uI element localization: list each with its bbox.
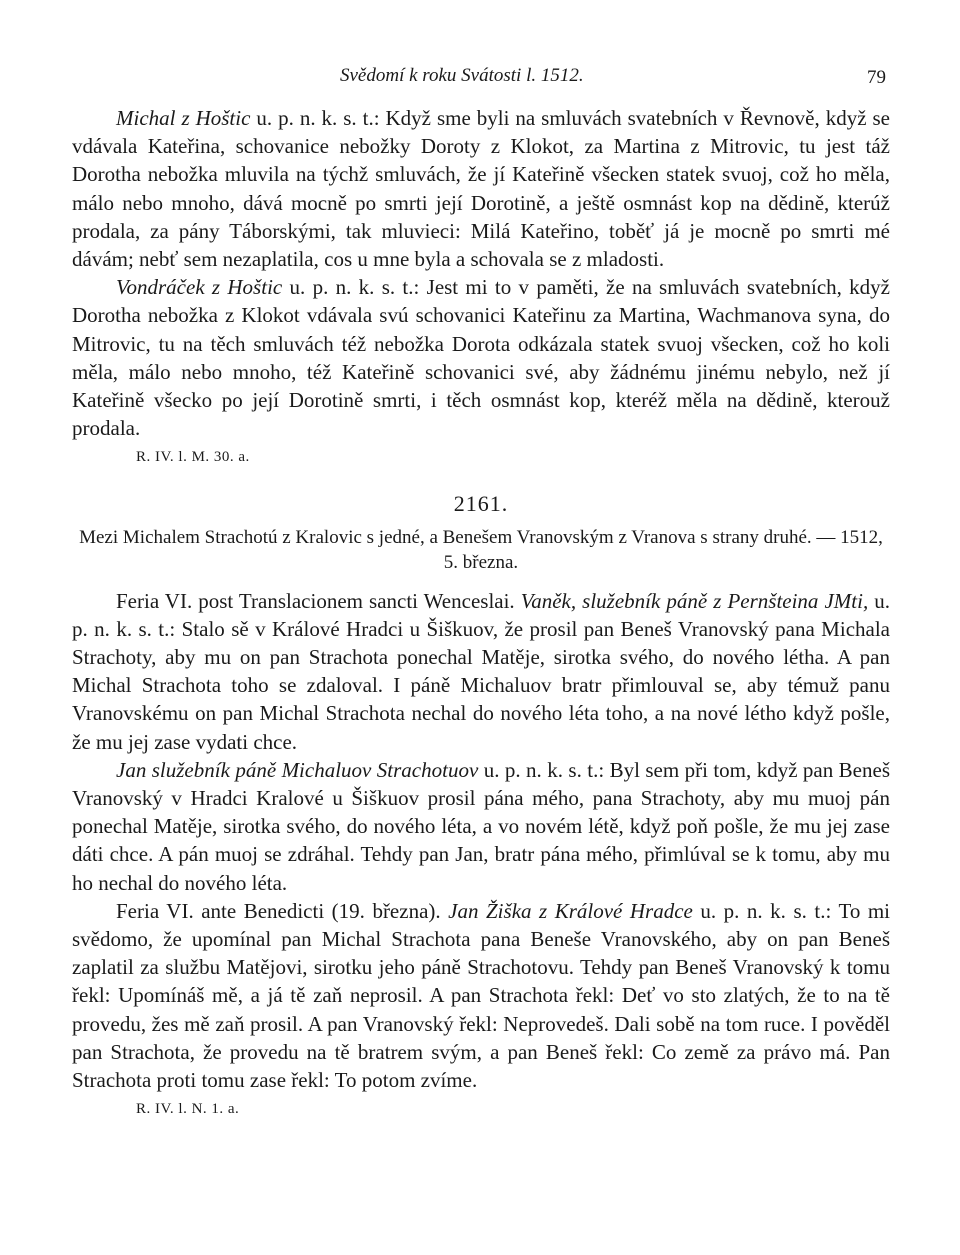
entry-number: 2161.	[453, 491, 509, 517]
testimony-paragraph	[72, 587, 890, 756]
oath-formula: u. p. n. k. s. t.	[250, 106, 374, 130]
running-title: Svědomí k roku Svátosti l. 1512.	[340, 65, 584, 86]
testimony-paragraph	[72, 273, 890, 442]
testimony-text: : Jest mi to v paměti, že na smluvách svatebních, když Dorotha nebožka z Klokot vdávala svú schovanici Kateřinu za Martina, Wachmanova syna, do Mitrovic, tu na těch smluvách též nebožka Dorota odkázala statek svuoj všecken, což ho koli měla, málo nebo mnoho, též Kateřině schovanici své, aby žádnému jinému nebylo, než jí Kateřině všecko po její Dorotině smrti, i těch osmnást kop, kteréž měla na dědině, kterouž prodala.	[72, 275, 891, 441]
witness-name: Jan Žiška z Králové Hradce	[448, 898, 693, 923]
archive-reference: R. IV. l. M. 30. a.	[136, 449, 250, 466]
witness-name: Michal z Hoštic	[116, 106, 251, 130]
oath-formula: u. p. n. k. s. t.	[282, 275, 414, 300]
testimony-paragraph	[72, 104, 890, 273]
witness-name: Vaněk, služebník páně z Pernšteina JMti,	[520, 588, 869, 613]
date-lead: Feria VI. post Translacionem sancti Wenceslai.	[116, 588, 521, 613]
testimony-text: : Když sme byli na smluvách svatebních v Řevnově, když se vdávala Kateřina, schovanice nebožky Doroty z Klokot, za Martina z Mitrovic, tu jest táž Dorotha nebožka mluvila na týchž smluvách, že jí Kateřině všecken statek svuoj, což ho měla, málo nebo mnoho, dává mocně po smrti její Dorotině, a ještě osmnást kop na dědině, kterúž prodala, za pány Táborskými, tak mluvieci: Milá Kateřino, toběť já je mocně po smrti mé dávám; nebť sem nezaplatila, cos u mne byla a schovala se z mladosti.	[72, 106, 891, 272]
archive-reference: R. IV. l. N. 1. a.	[136, 1101, 240, 1118]
running-head	[72, 62, 890, 92]
testimony-paragraph	[72, 756, 890, 897]
oath-formula: u. p. n. k. s. t.	[72, 588, 891, 641]
testimony-text: : Stalo sě v Králové Hradci u Šiškuov, že prosil pan Beneš Vranovský pana Michala Strachoty, aby mu on pan Strachota ponechal Matěje, sirotka svého, do nového létha. A pan Michal Strachota toho se zdaloval. I páně Michaluov bratr přimlouval se, aby témuž panu Vranovskému on pan Michal Strachota nechal do nového léta toho, a na nové létho když pošle, že mu jej zase vydati chce.	[72, 616, 890, 754]
oath-formula: u. p. n. k. s. t.	[478, 757, 599, 782]
date-lead: Feria VI. ante Benedicti (19. března).	[116, 898, 449, 923]
testimony-text: : Byl sem při tom, když pan Beneš Vranovský v Hradci Kralové u Šiškuov prosil pána mého, pana Strachoty, aby mu muoj pán ponechal Matěje, sirotka svého, do nového léta, a vo novém létě, když poň pošle, že mu jej zase dáti chce. A pán muoj se zdráhal. Tehdy pan Jan, bratr pána mého, přimlúval se k tomu, aby mu ho nechal do nového léta.	[72, 757, 890, 895]
testimony-text: : To mi svědomo, že upomínal pan Michal Strachota pana Beneše Vranovského, aby on pan Beneš zaplatil za službu Matějovi, sirotku jeho páně Strachotovu. Tehdy pan Beneš Vranovský k tomu řekl: Upomínáš mě, a já tě zaň neprosil. A pan Strachota řekl: Deť vo sto zlatých, že to na tě provedu, žes mě zaň prosil. A pan Vranovský řekl: Neprovedeš. Dali sobě na tom ruce. I pověděl pan Strachota, že provedu na tě bratrem svým, a pan Beneš řekl: Co země za právo má. Pan Strachota proti tomu zase řekl: To potom zvíme.	[72, 898, 890, 1093]
oath-formula: u. p. n. k. s. t.	[692, 898, 826, 923]
entry-heading: Mezi Michalem Strachotú z Kralovic s jedné, a Benešem Vranovským z Vranova s strany druhé. — 1512, 5. března.	[79, 526, 883, 573]
testimony-paragraph	[72, 897, 890, 1094]
witness-name: Jan služebník páně Michaluov Strachotuov	[116, 757, 479, 782]
witness-name: Vondráček z Hoštic	[116, 275, 283, 300]
page-number: 79	[867, 67, 886, 88]
